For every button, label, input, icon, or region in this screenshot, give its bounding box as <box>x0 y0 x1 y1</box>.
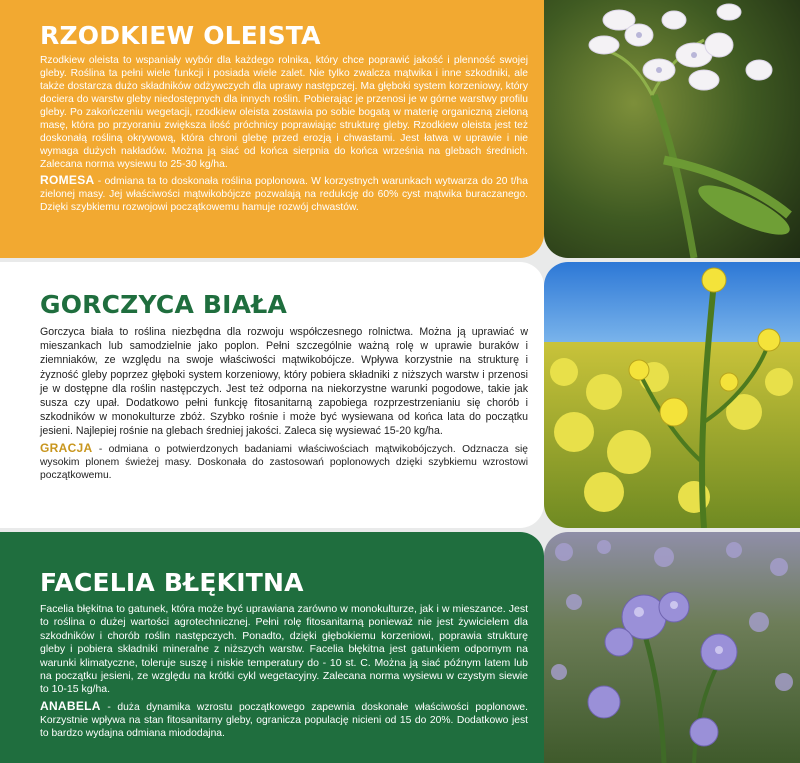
variety-paragraph <box>40 700 528 740</box>
section-facelia-blekitna <box>0 532 544 763</box>
radish-flower-photo <box>544 0 800 258</box>
section-rzodkiew-oleista <box>0 0 544 258</box>
phacelia-field-photo <box>544 532 800 763</box>
section-gorczyca-biala <box>0 262 544 528</box>
variety-name: ROMESA <box>40 173 95 187</box>
variety-name: GRACJA <box>40 440 93 455</box>
section-description: Gorczyca biała to roślina niezbędna dla rozwoju współczesnego rolnictwa. Można ją uprawiać w mieszankach lub samodzielnie jako poplon. Pełni szczególnie ważną rolę w uprawie buraków i ziemniaków, ze względu na swoje właściwości mątwikobójcze. Wpływa korzystnie na strukturę i żyzność gleby poprzez głęboki system korzeniowy, który pobiera składniki z niższych warstw i przenosi je w dostępne dla roślin następczych. Jest też odporna na niekorzystne warunki pogodowe, takie jak susza czy upał. Dodatkowo pełni funkcję fitosanitarną zapobiega rozprzestrzenianiu się chorób i szkodników w monokulturze zbóż. Szybko rośnie i może być wysiewana od końca lata do początku jesieni. Najlepiej rośnie na glebach średniej jakości. Zaleca się wysiewać 15-20 kg/ha. <box>40 326 528 438</box>
section-title: GORCZYCA BIAŁA <box>40 290 288 319</box>
variety-paragraph <box>40 174 528 214</box>
variety-paragraph <box>40 442 528 482</box>
variety-name: ANABELA <box>40 698 101 713</box>
variety-description: - odmiana ta to doskonała roślina poplonowa. W korzystnych warunkach wytwarza do 20 t/ha zielonej masy. Jej właściwości mątwikobójcze pozwalają na redukcję do 60% cyst mątwika buraczanego. Dzięki szybkiemu rozwojowi początkowemu hamuje rozwój chwastów. <box>40 176 528 213</box>
section-title: FACELIA BŁĘKITNA <box>40 568 304 597</box>
section-description: Rzodkiew oleista to wspaniały wybór dla każdego rolnika, który chce poprawić jakość i plenność swojej gleby. Roślina ta pełni wiele funkcji i posiada wiele zalet. Nie tylko zwalcza mątwika i inne szkodniki, ale także dostarcza dużo składników odżywczych dla uprawy następczej. Ma głęboki system korzeniowy, który dociera do warstw gleby niedostępnych dla innych roślin. Pobierając je przenosi je w górne warstwy profilu gleby. Po zakończeniu wegetacji, rzodkiew oleista zostawia po sobie bogatą w materię organiczną zieloną masę, która po przyoraniu zwiększa ilość próchnicy poprawiając strukturę gleby. Rzodkiew oleista jest też doskonałą rośliną okrywową, która chroni glebę przed erozją i chwastami. Jest łatwa w uprawie i nie wymaga dużych nakładów. Można ją siać od końca sierpnia do końca września na glebach średnich. Zalecana norma wysiewu to 25-30 kg/ha. <box>40 55 528 170</box>
variety-description: - odmiana o potwierdzonych badaniami właściwościach mątwikobójczych. Odznacza się wysokim plonem świeżej masy. Doskonała do zastosowań poplonowych dzięki szybkiemu wzrostowi początkowemu. <box>40 443 528 481</box>
section-description: Facelia błękitna to gatunek, która może być uprawiana zarówno w monokulturze, jak i w mieszance. Jest to roślina o dużej wartości agrotechnicznej. Pełni rolę fitosanitarną ponieważ nie jest żywicielem dla szkodników i chorób roślin następczych. Ponadto, dzięki głębokiemu korzeniowi, poprawia strukturę gleby i pobiera składniki mineralne z niższych warstw. Facelia błękitna jest gatunkiem odpornym na warunki klimatyczne, toleruje suszę i niskie temperatury do - 10 st. C. Można ją siać późnym latem lub na początku jesieni, ze względu na krótki cykl wegetacyjny. Zalecana norma wysiewu w czystym siewie to 10-15 kg/ha. <box>40 603 528 696</box>
section-title: RZODKIEW OLEISTA <box>40 21 321 50</box>
mustard-field-photo <box>544 262 800 528</box>
variety-description: - duża dynamika wzrostu początkowego zapewnia doskonałe właściwości poplonowe. Korzystnie wpływa na stan fitosanitarny gleby, ogranicza populację nicieni od 15 do 20%. Dodatkowo jest to bardzo wydajna odmiana miododajna. <box>40 701 528 739</box>
